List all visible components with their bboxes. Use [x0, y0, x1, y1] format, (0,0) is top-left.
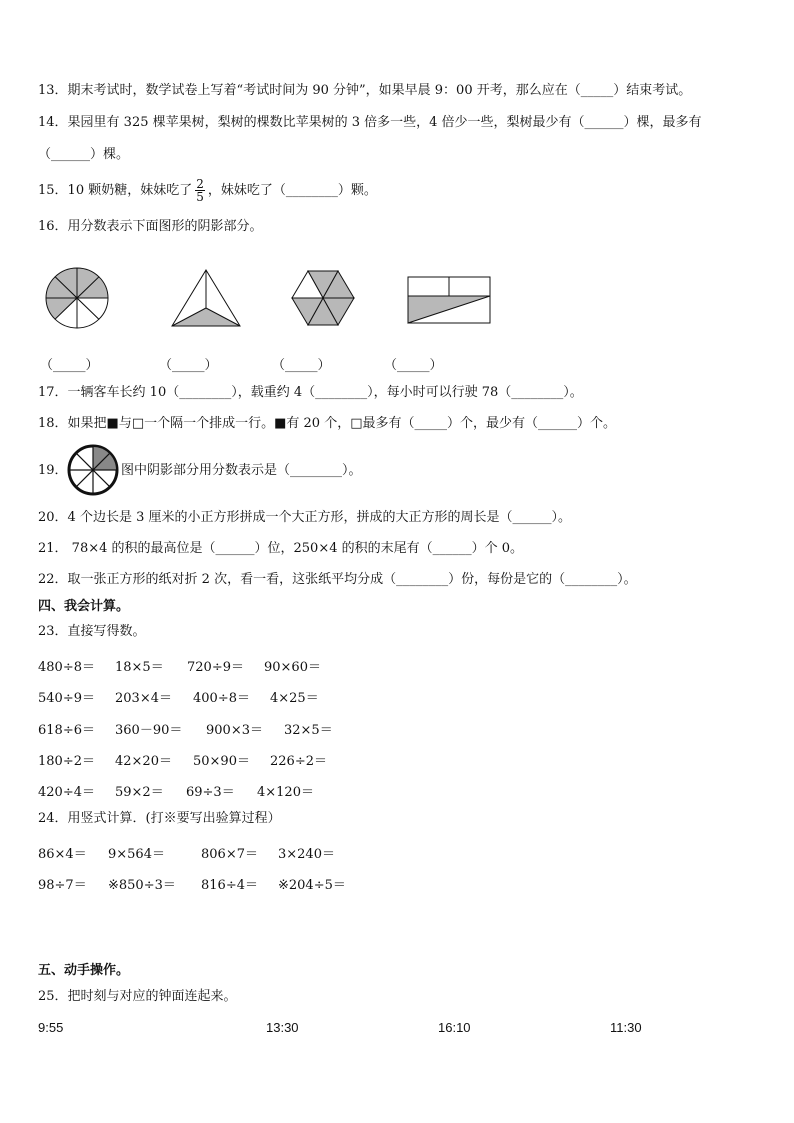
section-5-heading: 五、动手操作。: [38, 963, 130, 978]
calc-item: 226÷2＝: [270, 754, 327, 769]
question-15: [38, 178, 377, 203]
question-20: 20．4 个边长是 3 厘米的小正方形拼成一个大正方形，拼成的大正方形的周长是（______）。: [38, 510, 571, 525]
calc-item: 203×4＝: [115, 691, 172, 706]
q16-blank-4[interactable]: （_____）: [384, 358, 443, 373]
calc-item: 360－90＝: [115, 723, 183, 738]
time-label: 11:30: [610, 1020, 642, 1035]
calc-item: 4×120＝: [257, 785, 314, 800]
q15-text-after: ，妹妹吃了（________）颗。: [207, 183, 377, 198]
question-23: 23．直接写得数。: [38, 624, 146, 639]
triangle-thirds-figure: [166, 268, 246, 330]
time-label: 16:10: [438, 1020, 471, 1035]
calc-item: 618÷6＝: [38, 723, 95, 738]
calc-item: 90×60＝: [264, 660, 321, 675]
q16-blank-1[interactable]: （_____）: [40, 358, 99, 373]
circle-figure-q19: [66, 443, 120, 497]
calc-item: 806×7＝: [201, 847, 258, 862]
calc-item: ※850÷3＝: [108, 878, 176, 893]
calc-item: 69÷3＝: [186, 785, 235, 800]
calc-item: 59×2＝: [115, 785, 164, 800]
question-16: 16．用分数表示下面图形的阴影部分。: [38, 219, 263, 234]
fraction-numerator: 2: [196, 177, 204, 191]
calc-item: 18×5＝: [115, 660, 164, 675]
calc-item: 9×564＝: [108, 847, 165, 862]
question-21: 21． 78×4 的积的最高位是（______）位，250×4 的积的末尾有（______）个 0。: [38, 541, 524, 556]
calc-item: 900×3＝: [206, 723, 263, 738]
question-14-line2: （______）棵。: [38, 147, 130, 162]
calc-item: 98÷7＝: [38, 878, 87, 893]
fraction-denominator: 5: [196, 190, 204, 204]
question-25: 25．把时刻与对应的钟面连起来。: [38, 989, 237, 1004]
time-label: 13:30: [266, 1020, 299, 1035]
question-19-number: 19．: [38, 463, 68, 478]
calc-item: 540÷9＝: [38, 691, 95, 706]
question-19-text: 图中阴影部分用分数表示是（________）。: [121, 463, 362, 478]
q16-blank-3[interactable]: （_____）: [272, 358, 331, 373]
time-label: 9:55: [38, 1020, 64, 1035]
section-4-heading: 四、我会计算。: [38, 599, 130, 614]
calc-item: ※204÷5＝: [278, 878, 346, 893]
question-17: 17．一辆客车长约 10（________），载重约 4（________），每小时可以行驶 78（________）。: [38, 385, 583, 400]
calc-item: 32×5＝: [284, 723, 333, 738]
calc-item: 86×4＝: [38, 847, 87, 862]
calc-item: 180÷2＝: [38, 754, 95, 769]
calc-item: 816÷4＝: [201, 878, 258, 893]
question-14-line1: 14．果园里有 325 棵苹果树，梨树的棵数比苹果树的 3 倍多一些，4 倍少一些，梨树最少有（______）棵，最多有: [38, 115, 702, 130]
calc-item: 50×90＝: [193, 754, 250, 769]
q16-blank-2[interactable]: （_____）: [159, 358, 218, 373]
question-24: 24．用竖式计算．(打※要写出验算过程）: [38, 811, 281, 826]
fraction: [195, 178, 205, 203]
calc-item: 400÷8＝: [193, 691, 250, 706]
question-22: 22．取一张正方形的纸对折 2 次，看一看，这张纸平均分成（________）份，每份是它的（________）。: [38, 572, 637, 587]
calc-item: 480÷8＝: [38, 660, 95, 675]
calc-item: 4×25＝: [270, 691, 319, 706]
question-13: 13．期末考试时，数学试卷上写着“考试时间为 90 分钟”，如果早晨 9：00 开考，那么应在（_____）结束考试。: [38, 83, 692, 98]
calc-item: 42×20＝: [115, 754, 172, 769]
calc-item: 420÷4＝: [38, 785, 95, 800]
rectangle-figure: [405, 274, 493, 326]
hexagon-sixths-figure: [288, 266, 358, 330]
circle-eighths-figure: [42, 266, 112, 330]
calc-item: 3×240＝: [278, 847, 335, 862]
calc-item: 720÷9＝: [187, 660, 244, 675]
q15-text-before: 15．10 颗奶糖，妹妹吃了: [38, 183, 193, 198]
question-18: 18．如果把■与□一个隔一个排成一行。■有 20 个，□最多有（_____）个，最少有（______）个。: [38, 416, 616, 431]
